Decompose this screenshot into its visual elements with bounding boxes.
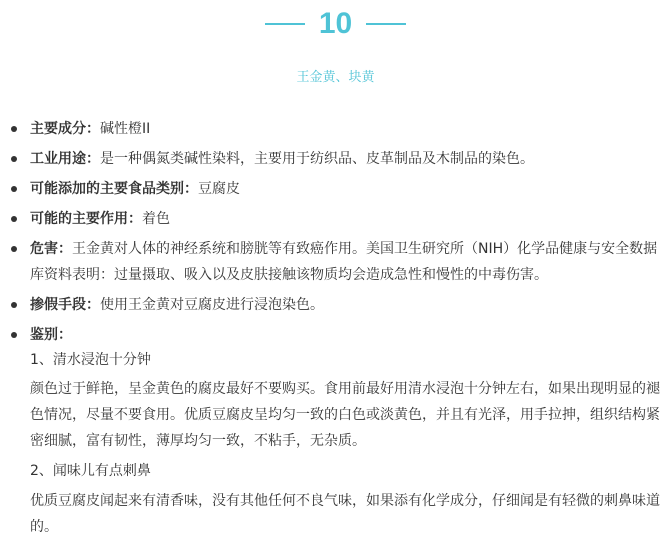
item-text: 使用王金黄对豆腐皮进行浸泡染色。 xyxy=(100,297,324,313)
item-text: 碱性橙II xyxy=(100,121,151,137)
item-text: 豆腐皮 xyxy=(198,181,240,197)
bullet-icon xyxy=(11,126,17,132)
item-label: 主要成分： xyxy=(30,121,100,137)
item-text: 是一种偶氮类碱性染料，主要用于纺织品、皮革制品及木制品的染色。 xyxy=(100,151,534,167)
identify-step-2-text: 优质豆腐皮闻起来有清香味，没有其他任何不良气味，如果添有化学成分，仔细闻是有轻微的刺鼻味道的。 xyxy=(30,493,660,535)
bullet-icon xyxy=(11,216,17,222)
identify-step-2-title: 2、闻味儿有点刺鼻 xyxy=(30,463,151,479)
list-item-purpose xyxy=(8,206,668,232)
identify-step-1-title: 1、清水浸泡十分钟 xyxy=(30,352,151,368)
item-label: 掺假手段： xyxy=(30,297,100,313)
list-item-identify xyxy=(8,322,668,348)
section-heading xyxy=(0,8,671,40)
item-label: 可能添加的主要食品类别： xyxy=(30,181,198,197)
list-item-ingredient xyxy=(8,116,668,142)
section-number: 10 xyxy=(318,7,353,40)
bullet-icon xyxy=(11,156,17,162)
section-subtitle: 王金黄、块黄 xyxy=(296,70,375,85)
item-label: 鉴别： xyxy=(30,327,72,343)
item-label: 可能的主要作用： xyxy=(30,211,142,227)
item-text: 着色 xyxy=(142,211,170,227)
list-item-industrial-use xyxy=(8,146,668,172)
list-item-adulteration xyxy=(8,292,668,318)
bullet-icon xyxy=(11,302,17,308)
item-label: 危害： xyxy=(30,241,72,257)
bullet-icon xyxy=(11,332,17,338)
info-list xyxy=(8,116,668,352)
list-item-food-category xyxy=(8,176,668,202)
bullet-icon xyxy=(11,186,17,192)
heading-left-line xyxy=(265,23,305,25)
list-item-hazard xyxy=(8,236,668,288)
bullet-icon xyxy=(11,246,17,252)
heading-right-line xyxy=(366,23,406,25)
item-text: 王金黄对人体的神经系统和膀胱等有致癌作用。美国卫生研究所（NIH）化学品健康与安全数据库资料表明：过量摄取、吸入以及皮肤接触该物质均会造成急性和慢性的中毒伤害。 xyxy=(30,241,658,283)
item-label: 工业用途： xyxy=(30,151,100,167)
identify-step-1-text: 颜色过于鲜艳，呈金黄色的腐皮最好不要购买。食用前最好用清水浸泡十分钟左右，如果出现明显的褪色情况，尽量不要食用。优质豆腐皮呈均匀一致的白色或淡黄色，并且有光泽，用手拉抻，组织结构紧密细腻，富有韧性，薄厚均匀一致，不粘手，无杂质。 xyxy=(30,381,660,449)
